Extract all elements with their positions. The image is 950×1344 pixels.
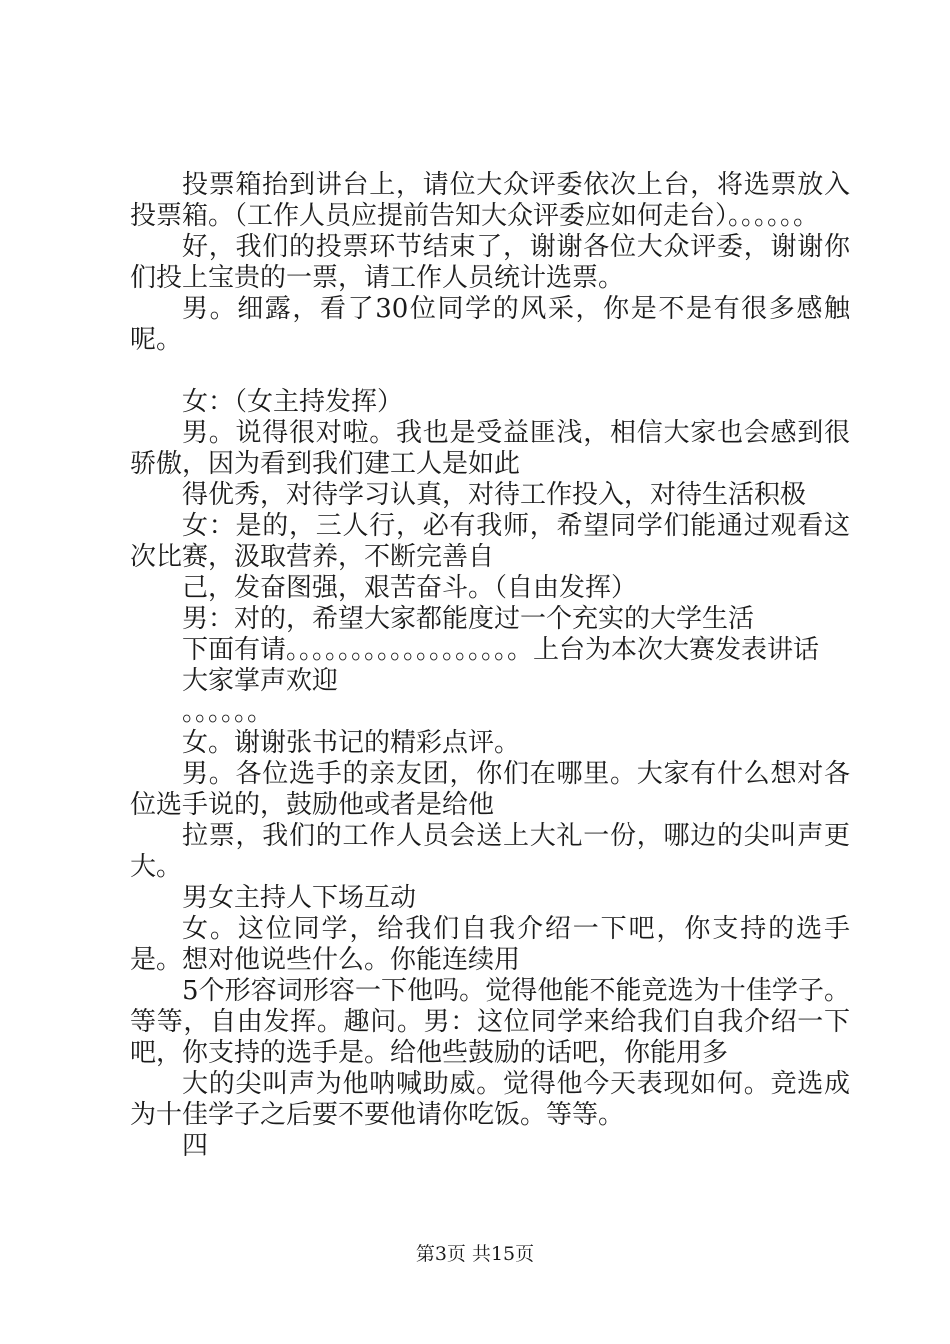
- paragraph: 5个形容词形容一下他吗。觉得他能不能竞选为十佳学子。等等，自由发挥。趣问。男：这位同学来给我们自我介绍一下吧，你支持的选手是。给他些鼓励的话吧，你能用多: [130, 976, 850, 1068]
- paragraph: 男。细露，看了30位同学的风采，你是不是有很多感触呢。: [130, 294, 850, 355]
- paragraph: 女。谢谢张书记的精彩点评。: [182, 728, 521, 758]
- paragraph: 女：是的，三人行，必有我师，希望同学们能通过观看这次比赛，汲取营养，不断完善自: [130, 511, 850, 572]
- paragraph: 投票箱抬到讲台上，请位大众评委依次上台，将选票放入投票箱。（工作人员应提前告知大众评委应如何走台）。。。。。。: [130, 170, 850, 231]
- paragraph: 拉票，我们的工作人员会送上大礼一份，哪边的尖叫声更大。: [130, 821, 850, 882]
- paragraph: 四: [182, 1131, 209, 1161]
- paragraph: 好，我们的投票环节结束了，谢谢各位大众评委，谢谢你们投上宝贵的一票，请工作人员统计选票。: [130, 232, 850, 293]
- paragraph: 女：（女主持发挥）: [182, 387, 404, 417]
- paragraph: 男。各位选手的亲友团，你们在哪里。大家有什么想对各位选手说的，鼓励他或者是给他: [130, 759, 850, 820]
- document-body: [130, 170, 850, 1162]
- paragraph: 男女主持人下场互动: [182, 883, 417, 913]
- paragraph: 男：对的，希望大家都能度过一个充实的大学生活: [182, 604, 755, 634]
- paragraph: 己，发奋图强，艰苦奋斗。（自由发挥）: [182, 573, 638, 603]
- paragraph: 。。。。。。: [182, 697, 274, 727]
- paragraph: 下面有请。。。。。。。。。。。。。。。。。。上台为本次大赛发表讲话: [182, 635, 820, 665]
- page-footer: [0, 1242, 950, 1266]
- paragraph: 得优秀，对待学习认真，对待工作投入，对待生活积极: [182, 480, 807, 510]
- paragraph: 大家掌声欢迎: [182, 666, 339, 696]
- paragraph: 女。这位同学，给我们自我介绍一下吧，你支持的选手是。想对他说些什么。你能连续用: [130, 914, 850, 975]
- page-number-label: 第3页 共15页: [415, 1243, 535, 1265]
- paragraph: 男。说得很对啦。我也是受益匪浅，相信大家也会感到很骄傲，因为看到我们建工人是如此: [130, 418, 850, 479]
- paragraph: 大的尖叫声为他呐喊助威。觉得他今天表现如何。竞选成为十佳学子之后要不要他请你吃饭。等等。: [130, 1069, 850, 1130]
